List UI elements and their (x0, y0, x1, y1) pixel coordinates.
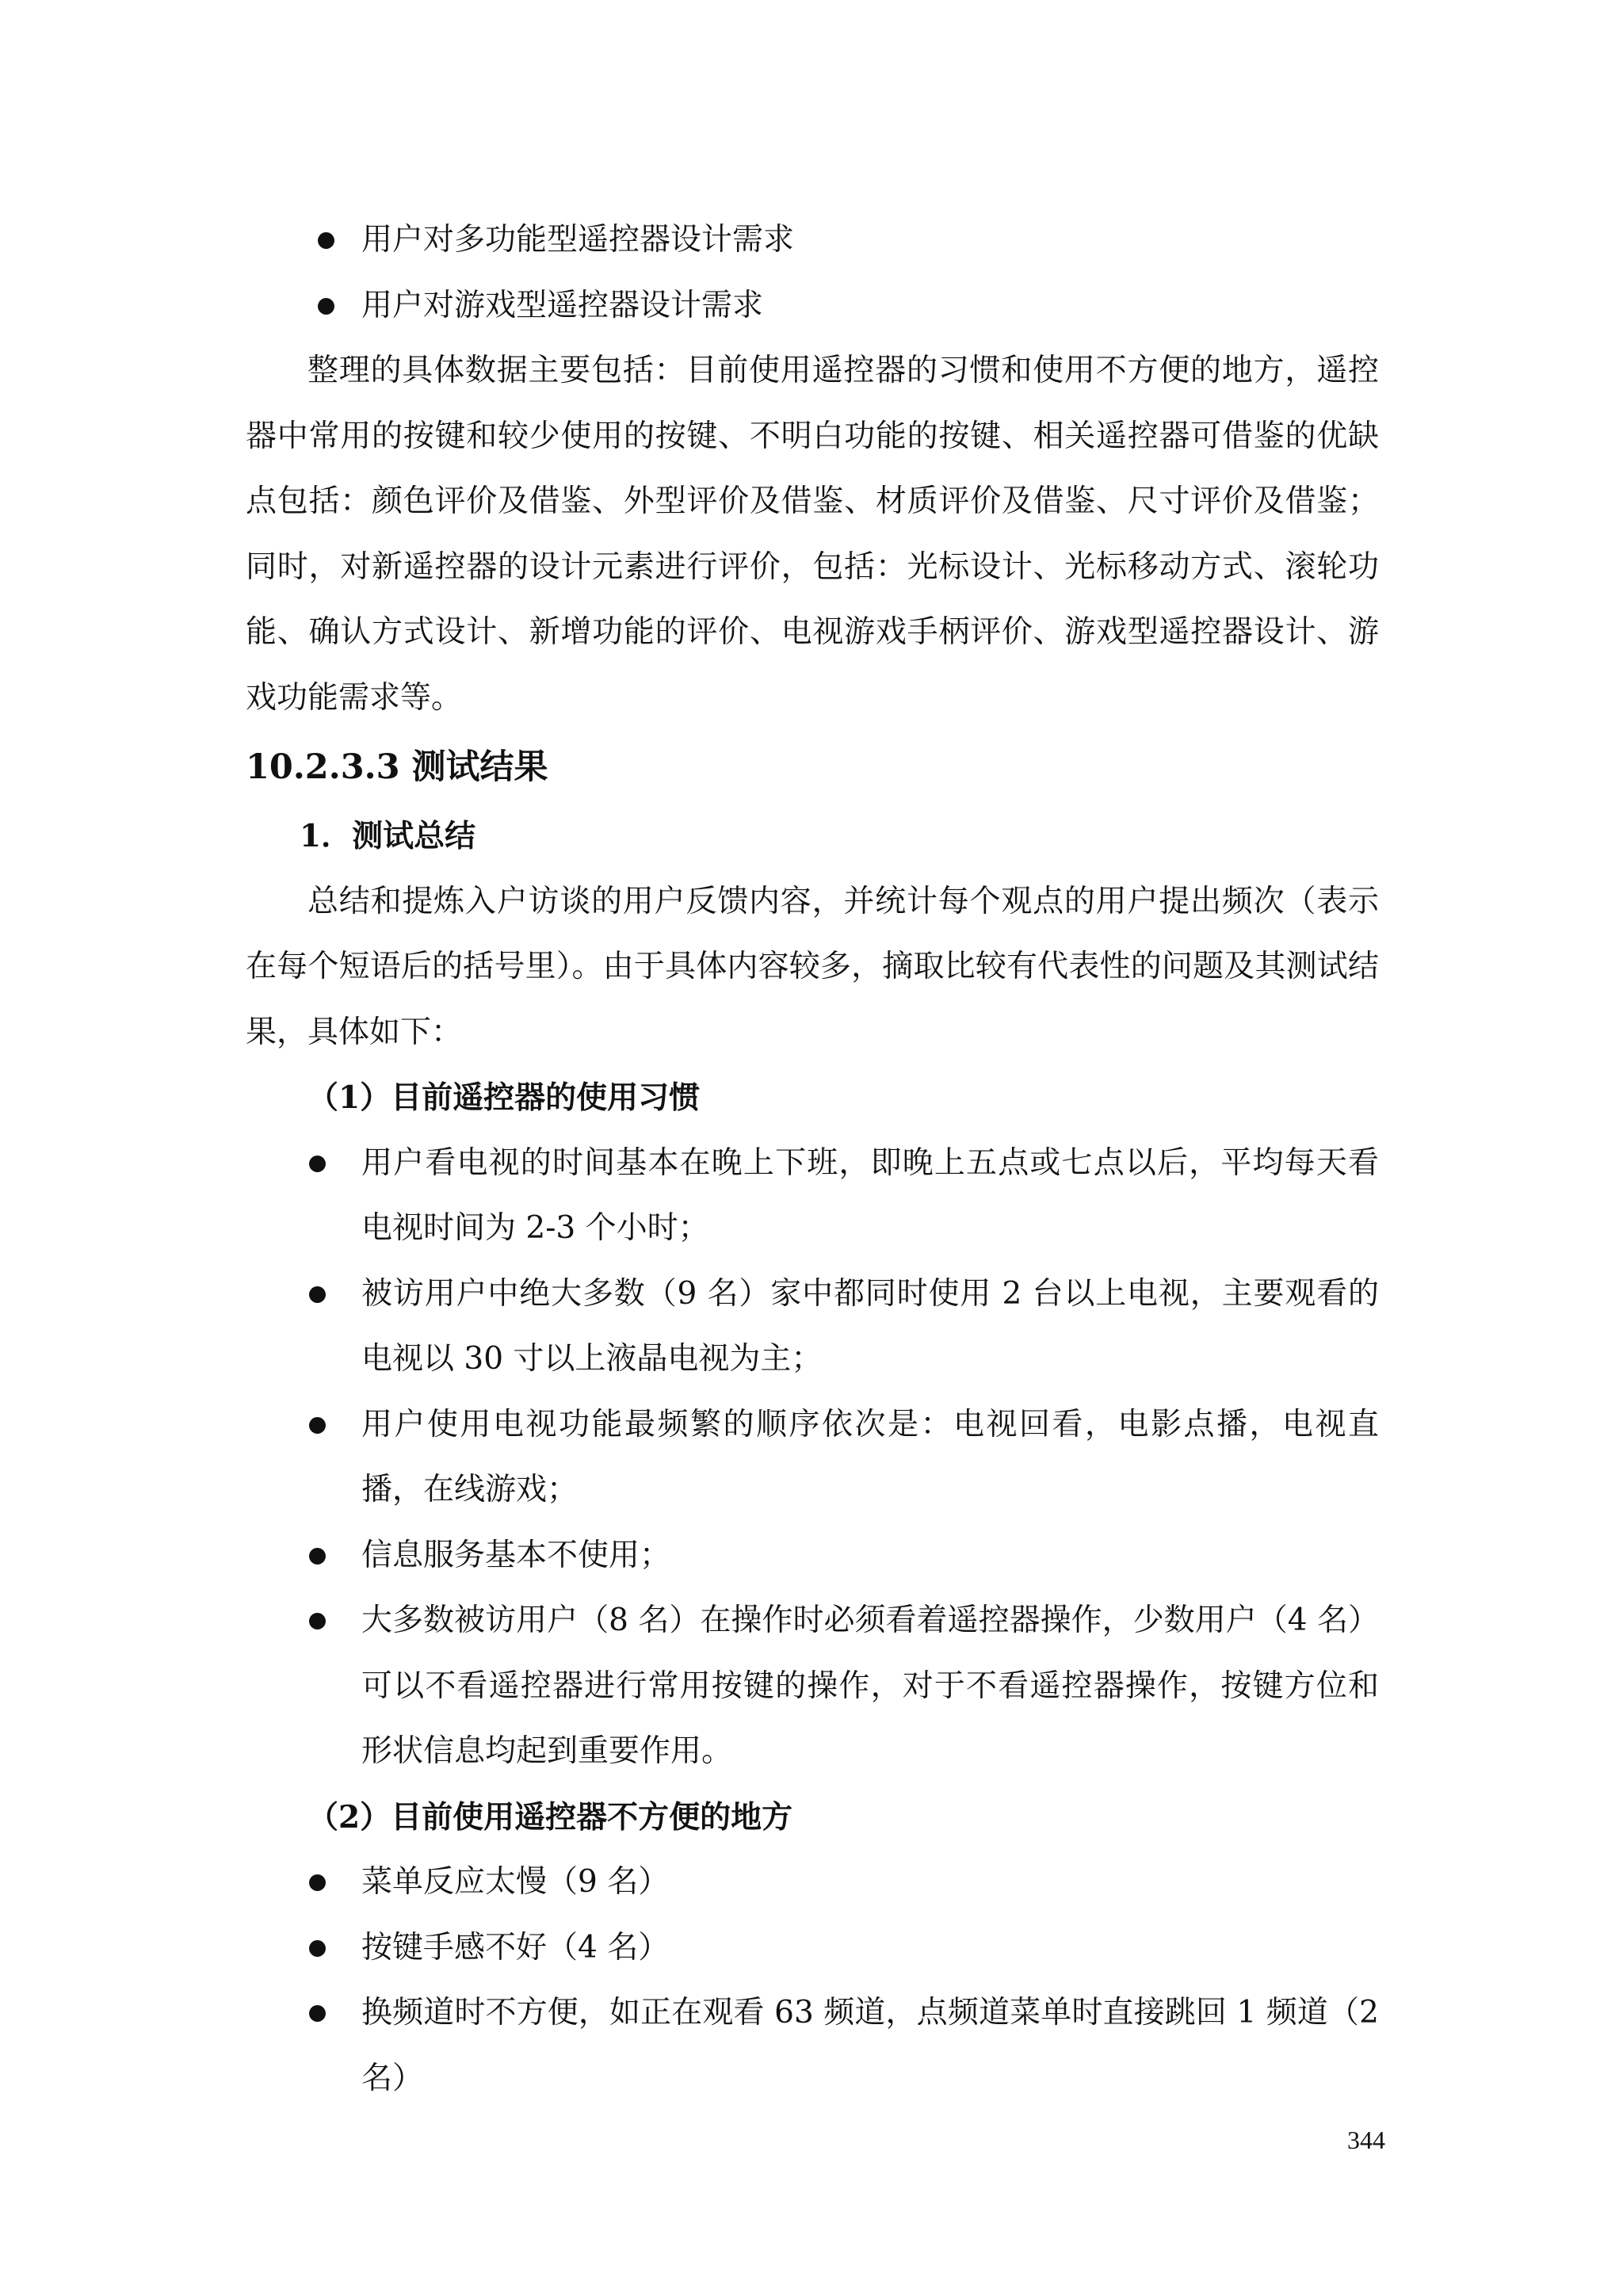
list-item-text: 大多数被访用户（8 名）在操作时必须看着遥控器操作，少数用户（4 名）可以不看遥控器进行常用按键的操作，对于不看遥控器操作，按键方位和形状信息均起到重要作用。 (361, 1603, 1379, 1769)
list-item (246, 273, 1379, 339)
group-heading-usage-habits: （1）目前遥控器的使用习惯 (307, 1079, 701, 1116)
bullet-dot-icon (318, 298, 334, 315)
bullet-dot-icon (309, 2005, 326, 2022)
section-heading: 10.2.3.3 测试结果 (246, 747, 548, 787)
list-item-text: 换频道时不方便，如正在观看 63 频道，点频道菜单时直接跳回 1 频道（2 名） (361, 1995, 1379, 2096)
bullet-dot-icon (309, 1156, 326, 1172)
sub-heading: 1．测试总结 (300, 818, 476, 854)
bullet-dot-icon (309, 1613, 326, 1629)
list-item (246, 1916, 1379, 1981)
bullet-dot-icon (309, 1286, 326, 1303)
group-heading-inconveniences: （2）目前使用遥控器不方便的地方 (307, 1798, 793, 1836)
list-item-text: 用户使用电视功能最频繁的顺序依次是：电视回看，电影点播，电视直播，在线游戏； (361, 1406, 1379, 1507)
page-content (246, 208, 1379, 2111)
list-item-text: 按键手感不好（4 名） (361, 1929, 670, 1966)
bullet-dot-icon (309, 1874, 326, 1891)
list-item (246, 1262, 1379, 1392)
bullet-dot-icon (309, 1940, 326, 1957)
list-item (246, 208, 1379, 273)
list-item-text: 用户看电视的时间基本在晚上下班，即晚上五点或七点以后，平均每天看电视时间为 2-3 个小时； (361, 1144, 1379, 1246)
list-item-text: 用户对游戏型遥控器设计需求 (361, 287, 764, 323)
summary-paragraph: 总结和提炼入户访谈的用户反馈内容，并统计每个观点的用户提出频次（表示在每个短语后的括号里）。由于具体内容较多，摘取比较有代表性的问题及其测试结果，具体如下： (246, 883, 1379, 1050)
list-item (246, 1523, 1379, 1589)
list-item (246, 1131, 1379, 1262)
list-item-text: 菜单反应太慢（9 名） (361, 1864, 670, 1900)
bullet-dot-icon (309, 1548, 326, 1564)
list-item (246, 1392, 1379, 1523)
list-item (246, 1850, 1379, 1916)
intro-paragraph: 整理的具体数据主要包括：目前使用遥控器的习惯和使用不方便的地方，遥控器中常用的按键和较少使用的按键、不明白功能的按键、相关遥控器可借鉴的优缺点包括：颜色评价及借鉴、外型评价及借鉴、材质评价及借鉴、尺寸评价及借鉴；同时，对新遥控器的设计元素进行评价，包括：光标设计、光标移动方式、滚轮功能、确认方式设计、新增功能的评价、电视游戏手柄评价、游戏型遥控器设计、游戏功能需求等。 (246, 353, 1379, 716)
list-item-text: 信息服务基本不使用； (361, 1537, 671, 1573)
bullet-dot-icon (318, 232, 334, 249)
bullet-dot-icon (309, 1417, 326, 1434)
list-item (246, 1981, 1379, 2111)
list-item (246, 1588, 1379, 1785)
list-item-text: 被访用户中绝大多数（9 名）家中都同时使用 2 台以上电视，主要观看的电视以 30 寸以上液晶电视为主； (361, 1275, 1379, 1377)
list-item-text: 用户对多功能型遥控器设计需求 (361, 222, 795, 258)
page-number: 344 (1347, 2126, 1385, 2154)
